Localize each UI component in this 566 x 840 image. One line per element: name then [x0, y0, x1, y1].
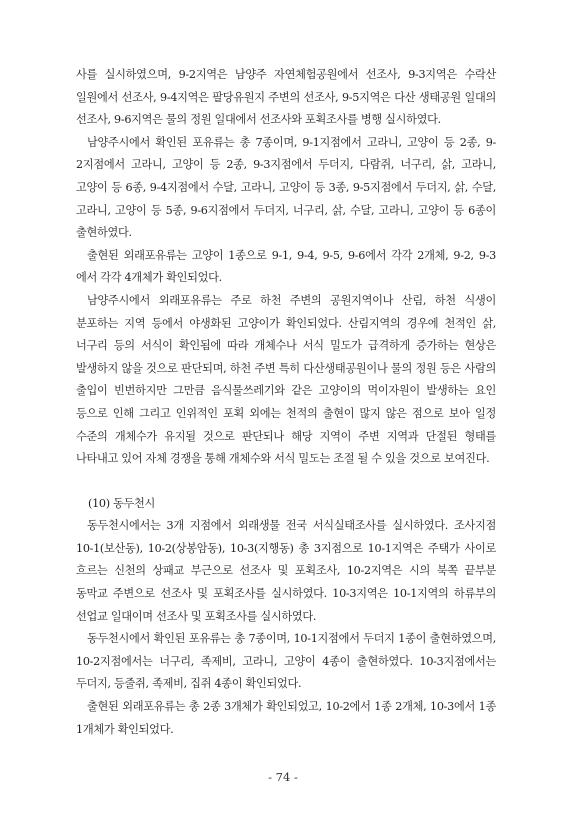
page-number: - 74 -	[268, 770, 298, 784]
section-heading-dongducheon: (10) 동두천시	[88, 496, 156, 510]
paragraph-dongducheon-mammals: 동두천시에서 확인된 포유류는 총 7종이며, 10-1지점에서 두더지 1종이 출현하였으며, 10-2지점에서는 너구리, 족제비, 고라니, 고양이 4종이 출현하였다. 10-3지점에서는 두더지, 등줄쥐, 족제비, 집쥐 4종이 확인되었다.	[76, 632, 496, 691]
paragraph-survey-continuation: 사를 실시하였으며, 9-2지역은 남양주 자연체험공원에서 선조사, 9-3지역은 수락산 일원에서 선조사, 9-4지역은 팔당유원지 주변의 선조사, 9-5지역은 다산 생태공원 일대의 선조사, 9-6지역은 물의 정원 일대에서 선조사와 포획조사를 병행 실시하였다.	[76, 68, 496, 127]
paragraph-namyangju-assessment: 남양주시에서 외래포유류는 주로 하천 주변의 공원지역이나 산림, 하천 식생이 분포하는 지역 등에서 야생화된 고양이가 확인되었다. 산림지역의 경우에 천적인 삵, 너구리 등의 서식이 확인됨에 따라 개체수나 서식 밀도가 급격하게 증가하는 현상은 발생하지 않을 것으로 판단되며, 하천 주변 특히 다산생태공원이나 물의 정원 등은 사람의 출입이 빈번하지만 그만큼 음식물쓰레기와 같은 고양이의 먹이자원이 발생하는 요인 등으로 인해 그리고 인위적인 포획 외에는 천적의 출현이 많지 않은 점으로 보아 일정 수준의 개체수가 유지될 것으로 판단되나 해당 지역이 주변 지역과 단절된 형태를 나타내고 있어 자체 경쟁을 통해 개체수와 서식 밀도는 조절 될 수 있을 것으로 보여진다.	[76, 293, 496, 466]
paragraph-namyangju-alien-mammals: 출현된 외래포유류는 고양이 1종으로 9-1, 9-4, 9-5, 9-6에서 각각 2개체, 9-2, 9-3 에서 각각 4개체가 확인되었다.	[76, 248, 496, 285]
document-body	[76, 64, 496, 741]
paragraph-dongducheon-survey: 동두천시에서는 3개 지점에서 외래생물 전국 서식실태조사를 실시하였다. 조사지점 10-1(보산동), 10-2(상봉암동), 10-3(지행동) 총 3지점으로 10-1지역은 주택가 사이로 흐르는 신천의 상패교 부근으로 선조사 및 포획조사, 10-2지역은 시의 북쪽 끝부분 동막교 주변으로 선조사 및 포획조사를 실시하였다. 10-3지역은 10-1지역의 하류부의 선업교 일대이며 선조사 및 포획조사를 실시하였다.	[76, 519, 496, 623]
paragraph-namyangju-mammals: 남양주시에서 확인된 포유류는 총 7종이며, 9-1지점에서 고라니, 고양이 등 2종, 9-2지점에서 고라니, 고양이 등 2종, 9-3지점에서 두더지, 다람쥐, 너구리, 삵, 고라니, 고양이 등 6종, 9-4지점에서 수달, 고라니, 고양이 등 3종, 9-5지점에서 두더지, 삵, 수달, 고라니, 고양이 등 5종, 9-6지점에서 두더지, 너구리, 삵, 수달, 고라니, 고양이 등 6종이 출현하였다.	[76, 135, 496, 240]
paragraph-dongducheon-alien-mammals: 출현된 외래포유류는 총 2종 3개체가 확인되었고, 10-2에서 1종 2개체, 10-3에서 1종 1개체가 확인되었다.	[76, 700, 496, 736]
